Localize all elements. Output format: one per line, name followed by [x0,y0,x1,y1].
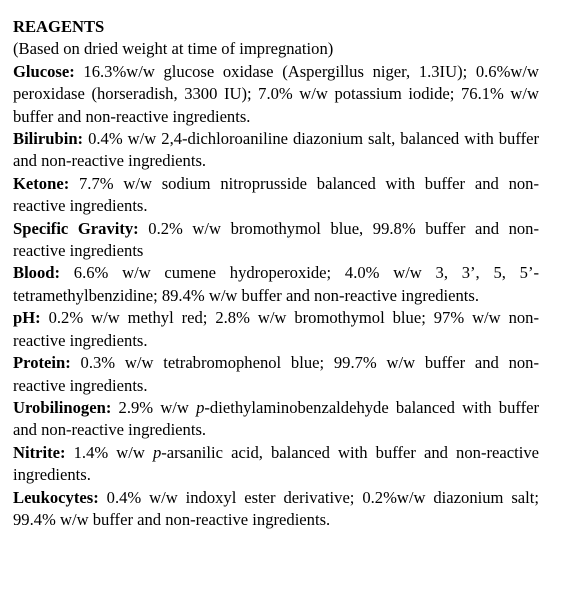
reagent-text: 7.7% w/w sodium nitroprusside balanced with buffer and non-reactive ingredients. [13,173,539,216]
reagent-label: Urobilinogen: [13,397,112,417]
reagent-entry-ketone [13,173,539,218]
reagent-entry-nitrite [13,442,539,487]
reagent-text: 0.2% w/w bromothymol blue, 99.8% buffer and non-reactive ingredients [13,218,539,261]
reagent-text-pre: 1.4% w/w [65,442,153,462]
reagent-text: 0.3% w/w tetrabromophenol blue; 99.7% w/w buffer and non-reactive ingredients. [13,353,539,395]
reagent-entry-specific-gravity [13,218,539,263]
reagent-entry-ph [13,307,539,352]
reagent-label: Leukocytes: [13,487,99,507]
section-note: (Based on dried weight at time of impregnation) [13,39,334,59]
reagent-text: 6.6% w/w cumene hydroperoxide; 4.0% w/w 3, 3’, 5, 5’-tetramethylbenzidine; 89.4% w/w buffer and non-reactive ingredients. [13,263,539,305]
reagent-entry-protein [13,352,539,397]
reagent-text-pre: 2.9% w/w [111,397,197,417]
reagent-text: 0.2% w/w methyl red; 2.8% w/w bromothymol blue; 97% w/w non-reactive ingredients. [13,308,539,350]
reagent-text: 16.3%w/w glucose oxidase (Aspergillus niger, 1.3IU); 0.6%w/w peroxidase (horseradish, 3300 IU); 7.0% w/w potassium iodide; 76.1% w/w buffer and non-reactive ingredients. [13,61,539,126]
reagent-label: Protein: [13,353,71,373]
reagent-text: 0.4% w/w 2,4-dichloroaniline diazonium salt, balanced with buffer and non-reactive ingredients. [13,129,539,171]
reagent-entry-blood [13,262,539,307]
reagent-entry-urobilinogen [13,397,539,442]
reagent-entry-bilirubin [13,128,539,173]
reagent-label: Glucose: [13,61,75,81]
reagent-text-italic: p [152,442,162,462]
reagent-label: Blood: [13,263,61,283]
reagent-text: -diethylaminobenzaldehyde balanced with buffer and non-reactive ingredients. [13,397,540,440]
reagent-label: Bilirubin: [13,129,84,149]
reagent-label: Nitrite: [13,442,66,462]
reagent-label: Ketone: [13,173,70,193]
reagent-entry-leukocytes [13,487,539,532]
section-heading: REAGENTS [13,17,105,36]
reagent-label: pH: [13,308,41,328]
reagent-text-italic: p [196,397,205,417]
reagent-text: -arsanilic acid, balanced with buffer and non-reactive ingredients. [13,442,539,485]
reagents-document [13,16,539,531]
reagent-text: 0.4% w/w indoxyl ester derivative; 0.2%w/w diazonium salt; 99.4% w/w buffer and non-reactive ingredients. [13,487,539,529]
reagent-label: Specific Gravity: [13,218,139,238]
reagent-entry-glucose [13,61,539,128]
